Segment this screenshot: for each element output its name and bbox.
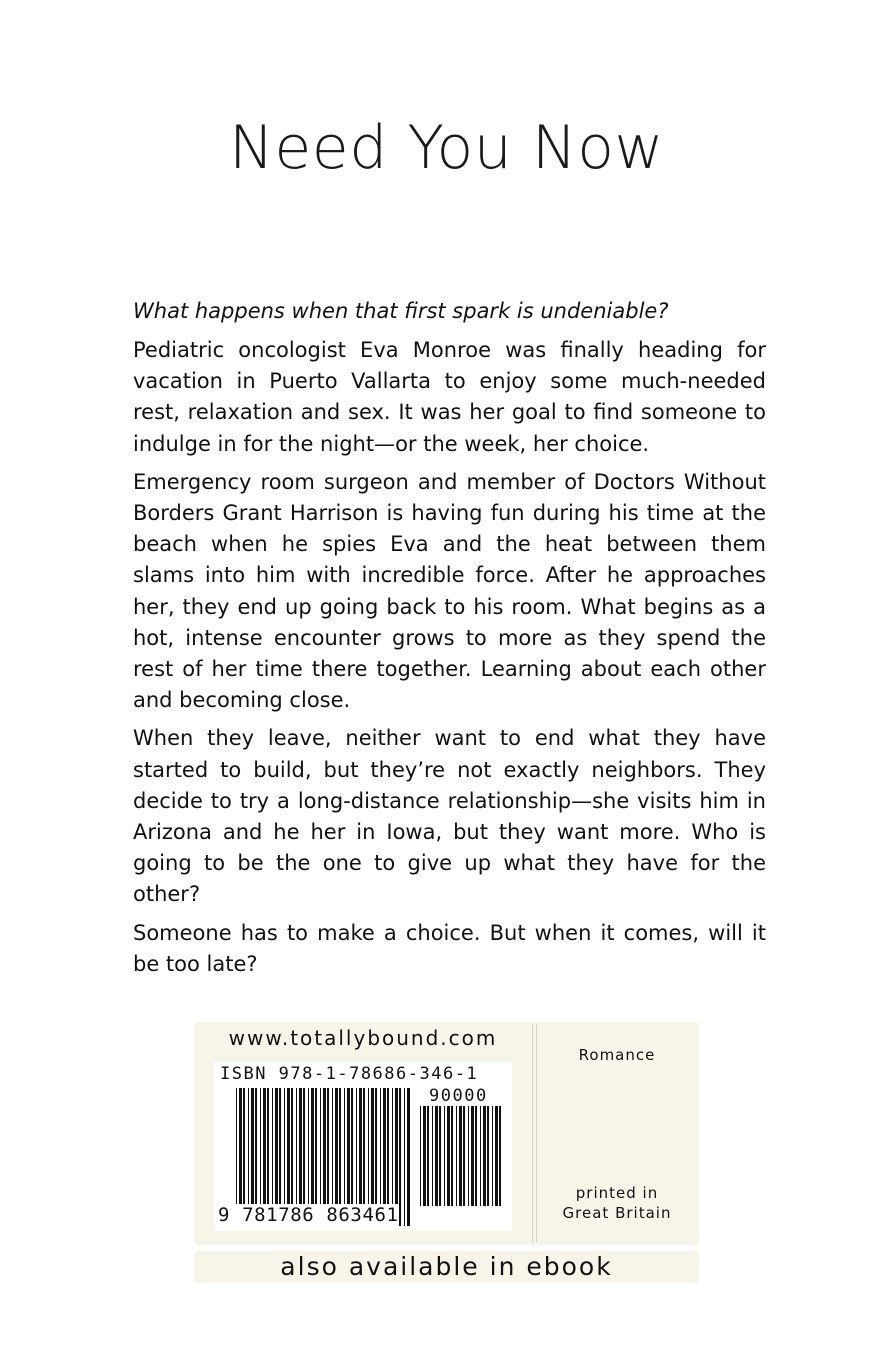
isbn-barcode: [214, 1062, 512, 1231]
barcode-bar: [447, 1106, 450, 1206]
barcode-bar: [432, 1106, 433, 1206]
barcode-bar: [471, 1106, 474, 1206]
blurb-paragraph-1: Pediatric oncologist Eva Monroe was finally heading for vacation in Puerto Vallarta to enjoy some much-needed rest, relaxation and sex. It was her goal to find someone to indulge in for the night—or the week, her choice.: [133, 338, 766, 456]
barcode-bar: [435, 1106, 438, 1206]
blurb-paragraph-4: Someone has to make a choice. But when it comes, will it be too late?: [133, 920, 766, 976]
barcode-bar: [495, 1106, 498, 1206]
printed-in-line-2: Great Britain: [562, 1204, 672, 1222]
book-blurb: [133, 296, 766, 987]
tagline: What happens when that first spark is undeniable?: [133, 299, 669, 323]
price-code: 90000: [429, 1086, 488, 1106]
barcode-bar: [399, 1088, 401, 1226]
barcode-bar: [420, 1106, 421, 1206]
book-title: Need You Now: [228, 113, 665, 183]
barcode-bar: [427, 1106, 429, 1206]
printed-in-label: [535, 1183, 699, 1223]
printed-in-line-1: printed in: [575, 1184, 659, 1202]
barcode-bar: [451, 1106, 453, 1206]
blurb-paragraph-2: Emergency room surgeon and member of Doctors Without Borders Grant Harrison is having fun during his time at the beach when he spies Eva and the heat between them slams into him with incredible force. After he approaches her, they end up going back to his room. What begins as a hot, intense encounter grows to more as they spend the rest of her time there together. Learning about each other and becoming close.: [133, 469, 766, 713]
ebook-availability-note: also available in ebook: [194, 1251, 699, 1283]
barcode-bar: [475, 1106, 477, 1206]
genre-label: Romance: [578, 1046, 656, 1064]
publisher-website: www.totallybound.com: [228, 1026, 498, 1050]
barcode-bar: [439, 1106, 441, 1206]
barcode-bar: [404, 1088, 405, 1226]
barcode-digits: 9 781786 863461: [218, 1204, 399, 1226]
barcode-bar: [487, 1106, 489, 1206]
barcode-bar: [444, 1106, 445, 1206]
blurb-paragraph-3: When they leave, neither want to end what they have started to build, but they’re not exactly neighbors. They decide to try a long-distance relationship—she visits him in Arizona and he her in Iowa, but they want more. Who is going to be the one to give up what they have for the other?: [133, 726, 766, 907]
publisher-panel: [194, 1022, 699, 1245]
barcode-bar: [468, 1106, 469, 1206]
barcode-bar: [459, 1106, 462, 1206]
barcode-bar: [407, 1088, 410, 1226]
barcode-bar: [423, 1106, 426, 1206]
barcode-bar: [463, 1106, 465, 1206]
isbn-number: ISBN 978-1-78686-346-1: [220, 1064, 479, 1084]
barcode-bar: [456, 1106, 457, 1206]
barcode-bar: [480, 1106, 481, 1206]
barcode-bar: [483, 1106, 486, 1206]
barcode-bar: [499, 1106, 501, 1206]
barcode-bar: [492, 1106, 493, 1206]
